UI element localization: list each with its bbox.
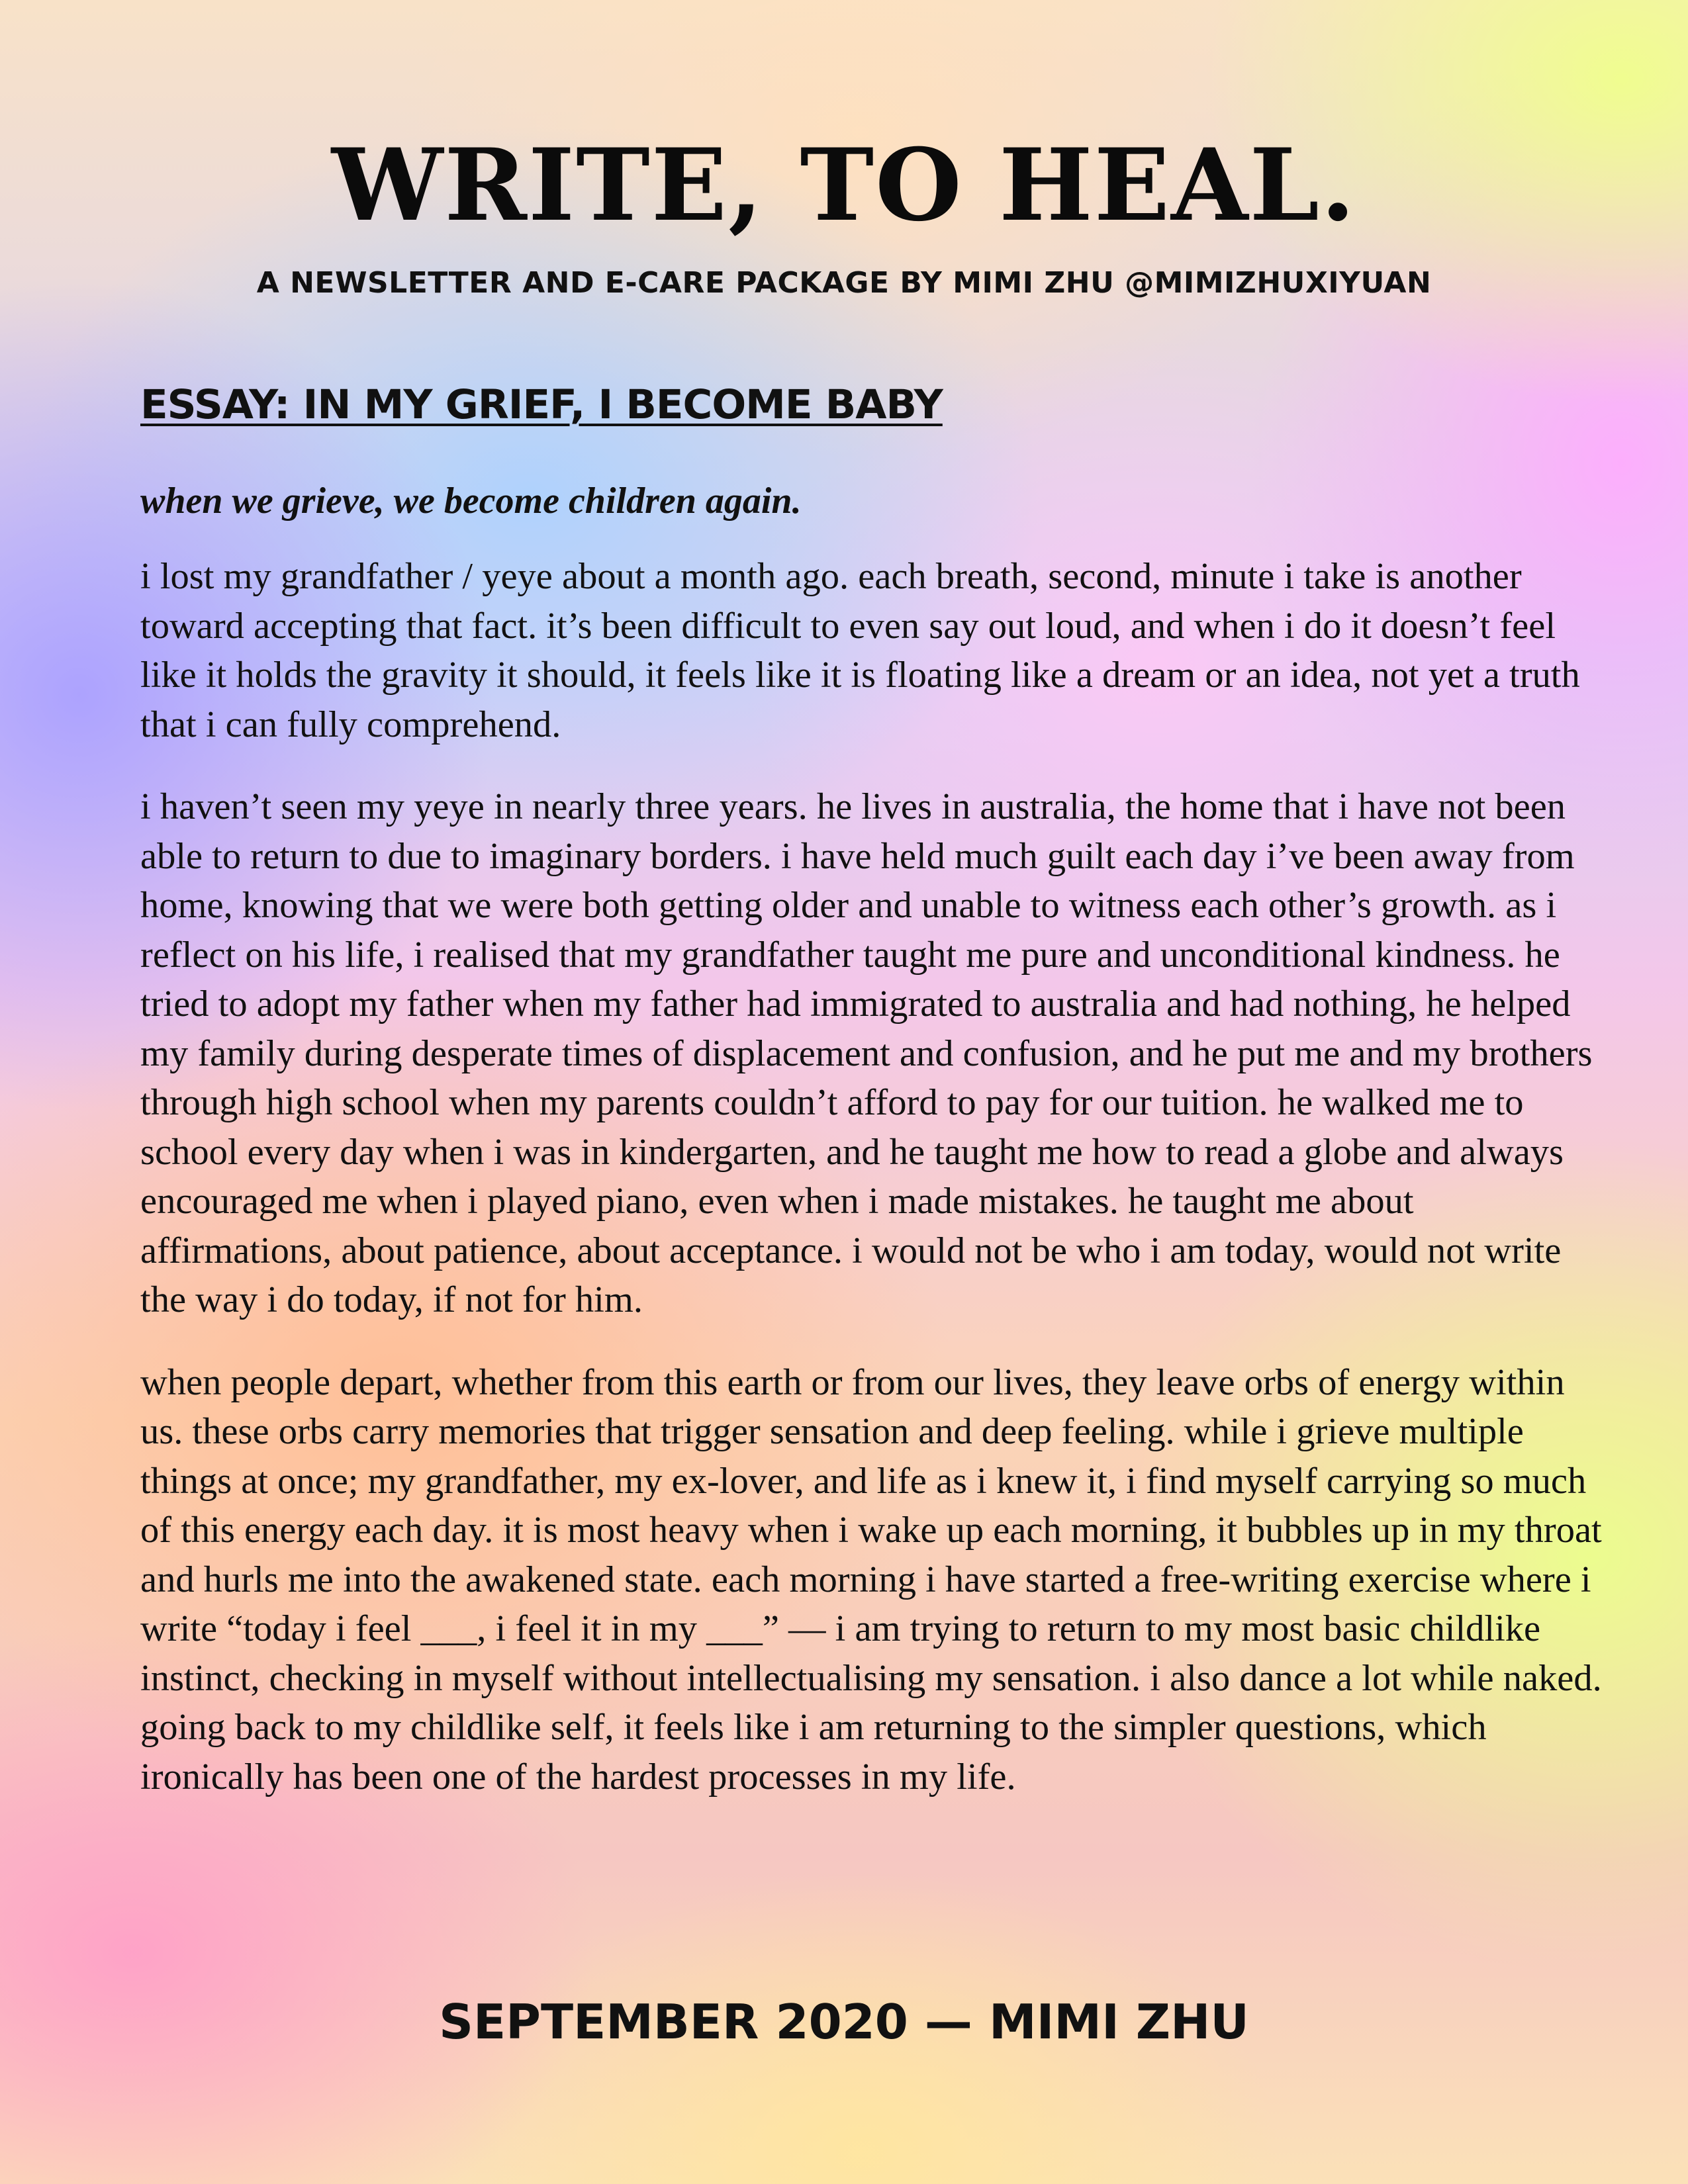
newsletter-title: WRITE, TO HEAL. [331, 127, 1357, 244]
essay-heading: ESSAY: IN MY GRIEF, I BECOME BABY [140, 381, 943, 428]
essay-paragraph-1: i lost my grandfather / yeye about a month ago. each breath, second, minute i take is another toward accepting that fact. it’s been difficult to even say out loud, and when i do it doesn’t feel like it holds the gravity it should, it feels like it is floating like a dream or an idea, not yet a truth that i can fully comprehend. [140, 556, 1580, 745]
essay-paragraph-2: i haven’t seen my yeye in nearly three years. he lives in australia, the home that i have not been able to return to due to imaginary borders. i have held much guilt each day i’ve been away from home, knowing that we were both getting older and unable to witness each other’s growth. as i reflect on his life, i realised that my grandfather taught me pure and unconditional kindness. he tried to adopt my father when my father had immigrated to australia and had nothing, he helped my family during desperate times of displacement and confusion, and he put me and my brothers through high school when my parents couldn’t afford to pay for our tuition. he walked me to school every day when i was in kindergarten, and he taught me how to read a globe and always encouraged me when i played piano, even when i made mistakes. he taught me about affirmations, about patience, about acceptance. i would not be who i am today, would not write the way i do today, if not for him. [140, 786, 1593, 1320]
footer-signature: SEPTEMBER 2020 — MIMI ZHU [439, 1994, 1249, 2050]
essay-body [140, 477, 1607, 1835]
essay-paragraph-3: when people depart, whether from this earth or from our lives, they leave orbs of energy within us. these orbs carry memories that trigger sensation and deep feeling. while i grieve multiple things at once; my grandfather, my ex-lover, and life as i knew it, i find myself carrying so much of this energy each day. it is most heavy when i wake up each morning, it bubbles up in my throat and hurls me into the awakened state. each morning i have started a free-writing exercise where i write “today i feel ___, i feel it in my ___” — i am trying to return to my most basic childlike instinct, checking in myself without intellectualising my sensation. i also dance a lot while naked. going back to my childlike self, it feels like i am returning to the simpler questions, which ironically has been one of the hardest processes in my life. [140, 1361, 1602, 1797]
essay-lede: when we grieve, we become children again. [140, 480, 802, 522]
newsletter-subtitle: A NEWSLETTER AND E-CARE PACKAGE BY MIMI ZHU @MIMIZHUXIYUAN [256, 266, 1432, 300]
